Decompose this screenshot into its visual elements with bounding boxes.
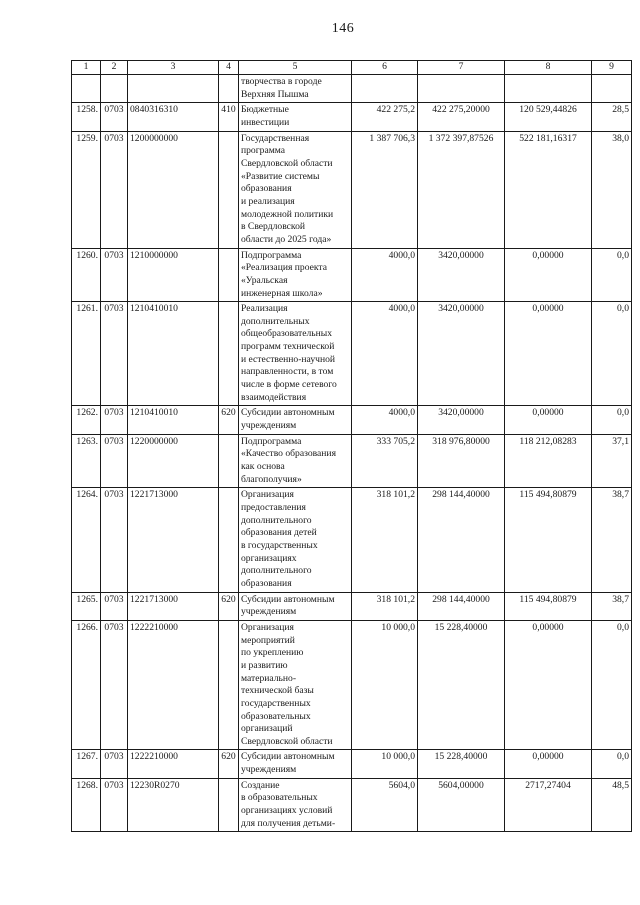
item-name-cell: творчества в городе Верхняя Пышма: [239, 75, 352, 103]
expense-type-code-cell: 410: [219, 103, 239, 131]
table-row: [72, 131, 632, 248]
execution-percent-cell: 0,0: [592, 750, 632, 778]
expense-type-code-cell: [219, 131, 239, 248]
table-row: [72, 406, 632, 434]
revised-amount-cell: 298 144,40000: [418, 488, 505, 592]
executed-amount-cell: 0,00000: [505, 248, 592, 302]
section-code-cell: 0703: [101, 592, 128, 620]
executed-amount-cell: 118 212,08283: [505, 434, 592, 488]
header-cell: 6: [352, 61, 418, 75]
revised-amount-cell: 15 228,40000: [418, 750, 505, 778]
execution-percent-cell: 0,0: [592, 302, 632, 406]
row-number-cell: 1263.: [72, 434, 101, 488]
table-row: [72, 434, 632, 488]
execution-percent-cell: 38,7: [592, 592, 632, 620]
section-code-cell: 0703: [101, 778, 128, 832]
execution-percent-cell: 38,7: [592, 488, 632, 592]
approved-amount-cell: [352, 75, 418, 103]
table-row: [72, 103, 632, 131]
item-name-cell: Подпрограмма «Качество образования как основа благополучия»: [239, 434, 352, 488]
executed-amount-cell: 0,00000: [505, 406, 592, 434]
executed-amount-cell: 120 529,44826: [505, 103, 592, 131]
table-row: [72, 75, 632, 103]
executed-amount-cell: [505, 75, 592, 103]
header-cell: 2: [101, 61, 128, 75]
section-code-cell: 0703: [101, 750, 128, 778]
execution-percent-cell: 38,0: [592, 131, 632, 248]
approved-amount-cell: 10 000,0: [352, 750, 418, 778]
revised-amount-cell: 1 372 397,87526: [418, 131, 505, 248]
expense-type-code-cell: [219, 75, 239, 103]
target-article-code-cell: 1210000000: [128, 248, 219, 302]
approved-amount-cell: 1 387 706,3: [352, 131, 418, 248]
target-article-code-cell: 12230R0270: [128, 778, 219, 832]
expense-type-code-cell: 620: [219, 406, 239, 434]
target-article-code-cell: 1221713000: [128, 592, 219, 620]
target-article-code-cell: 1210410010: [128, 302, 219, 406]
target-article-code-cell: 1222210000: [128, 620, 219, 750]
approved-amount-cell: 4000,0: [352, 248, 418, 302]
row-number-cell: 1260.: [72, 248, 101, 302]
section-code-cell: 0703: [101, 488, 128, 592]
item-name-cell: Создание в образовательных организациях условий для получения детьми-: [239, 778, 352, 832]
row-number-cell: 1262.: [72, 406, 101, 434]
row-number-cell: 1265.: [72, 592, 101, 620]
revised-amount-cell: 5604,00000: [418, 778, 505, 832]
row-number-cell: 1266.: [72, 620, 101, 750]
target-article-code-cell: 1210410010: [128, 406, 219, 434]
section-code-cell: 0703: [101, 302, 128, 406]
header-cell: 8: [505, 61, 592, 75]
section-code-cell: [101, 75, 128, 103]
revised-amount-cell: 3420,00000: [418, 406, 505, 434]
revised-amount-cell: 3420,00000: [418, 302, 505, 406]
row-number-cell: 1261.: [72, 302, 101, 406]
section-code-cell: 0703: [101, 434, 128, 488]
budget-table: [71, 60, 632, 832]
table-row: [72, 488, 632, 592]
target-article-code-cell: 1200000000: [128, 131, 219, 248]
table-row: [72, 248, 632, 302]
execution-percent-cell: 28,5: [592, 103, 632, 131]
executed-amount-cell: 522 181,16317: [505, 131, 592, 248]
page-number: 146: [331, 21, 355, 36]
execution-percent-cell: 0,0: [592, 248, 632, 302]
section-code-cell: 0703: [101, 248, 128, 302]
header-cell: 1: [72, 61, 101, 75]
revised-amount-cell: 3420,00000: [418, 248, 505, 302]
header-cell: 5: [239, 61, 352, 75]
target-article-code-cell: [128, 75, 219, 103]
header-cell: 7: [418, 61, 505, 75]
expense-type-code-cell: [219, 248, 239, 302]
section-code-cell: 0703: [101, 406, 128, 434]
execution-percent-cell: 37,1: [592, 434, 632, 488]
execution-percent-cell: 48,5: [592, 778, 632, 832]
expense-type-code-cell: [219, 620, 239, 750]
executed-amount-cell: 115 494,80879: [505, 488, 592, 592]
approved-amount-cell: 4000,0: [352, 302, 418, 406]
expense-type-code-cell: [219, 434, 239, 488]
row-number-cell: 1267.: [72, 750, 101, 778]
expense-type-code-cell: 620: [219, 750, 239, 778]
approved-amount-cell: 10 000,0: [352, 620, 418, 750]
header-cell: 9: [592, 61, 632, 75]
execution-percent-cell: 0,0: [592, 620, 632, 750]
table-row: [72, 620, 632, 750]
expense-type-code-cell: 620: [219, 592, 239, 620]
item-name-cell: Организация мероприятий по укреплению и развитию материально- технической базы государственных образовательных организаций Свердловской области: [239, 620, 352, 750]
target-article-code-cell: 1221713000: [128, 488, 219, 592]
target-article-code-cell: 1222210000: [128, 750, 219, 778]
revised-amount-cell: [418, 75, 505, 103]
row-number-cell: 1268.: [72, 778, 101, 832]
approved-amount-cell: 4000,0: [352, 406, 418, 434]
revised-amount-cell: 298 144,40000: [418, 592, 505, 620]
approved-amount-cell: 318 101,2: [352, 592, 418, 620]
item-name-cell: Подпрограмма «Реализация проекта «Уральская инженерная школа»: [239, 248, 352, 302]
executed-amount-cell: 0,00000: [505, 620, 592, 750]
item-name-cell: Субсидии автономным учреждениям: [239, 750, 352, 778]
section-code-cell: 0703: [101, 103, 128, 131]
row-number-cell: 1264.: [72, 488, 101, 592]
header-cell: 3: [128, 61, 219, 75]
table-row: [72, 302, 632, 406]
expense-type-code-cell: [219, 302, 239, 406]
expense-type-code-cell: [219, 488, 239, 592]
item-name-cell: Субсидии автономным учреждениям: [239, 592, 352, 620]
row-number-cell: 1259.: [72, 131, 101, 248]
table-body: [72, 61, 632, 832]
item-name-cell: Государственная программа Свердловской области «Развитие системы образования и реализация молодежной политики в Свердловской области до 2025 года»: [239, 131, 352, 248]
approved-amount-cell: 318 101,2: [352, 488, 418, 592]
target-article-code-cell: 0840316310: [128, 103, 219, 131]
item-name-cell: Организация предоставления дополнительного образования детей в государственных организациях дополнительного образования: [239, 488, 352, 592]
row-number-cell: [72, 75, 101, 103]
row-number-cell: 1258.: [72, 103, 101, 131]
execution-percent-cell: 0,0: [592, 406, 632, 434]
item-name-cell: Реализация дополнительных общеобразовательных программ технической и естественно-научной направленности, в том числе в форме сетевого взаимодействия: [239, 302, 352, 406]
table-header-row: [72, 61, 632, 75]
table-row: [72, 778, 632, 832]
approved-amount-cell: 422 275,2: [352, 103, 418, 131]
executed-amount-cell: 2717,27404: [505, 778, 592, 832]
approved-amount-cell: 333 705,2: [352, 434, 418, 488]
section-code-cell: 0703: [101, 131, 128, 248]
revised-amount-cell: 318 976,80000: [418, 434, 505, 488]
executed-amount-cell: 115 494,80879: [505, 592, 592, 620]
executed-amount-cell: 0,00000: [505, 750, 592, 778]
target-article-code-cell: 1220000000: [128, 434, 219, 488]
table-row: [72, 592, 632, 620]
revised-amount-cell: 422 275,20000: [418, 103, 505, 131]
execution-percent-cell: [592, 75, 632, 103]
item-name-cell: Субсидии автономным учреждениям: [239, 406, 352, 434]
approved-amount-cell: 5604,0: [352, 778, 418, 832]
section-code-cell: 0703: [101, 620, 128, 750]
item-name-cell: Бюджетные инвестиции: [239, 103, 352, 131]
expense-type-code-cell: [219, 778, 239, 832]
table-row: [72, 750, 632, 778]
header-cell: 4: [219, 61, 239, 75]
revised-amount-cell: 15 228,40000: [418, 620, 505, 750]
executed-amount-cell: 0,00000: [505, 302, 592, 406]
